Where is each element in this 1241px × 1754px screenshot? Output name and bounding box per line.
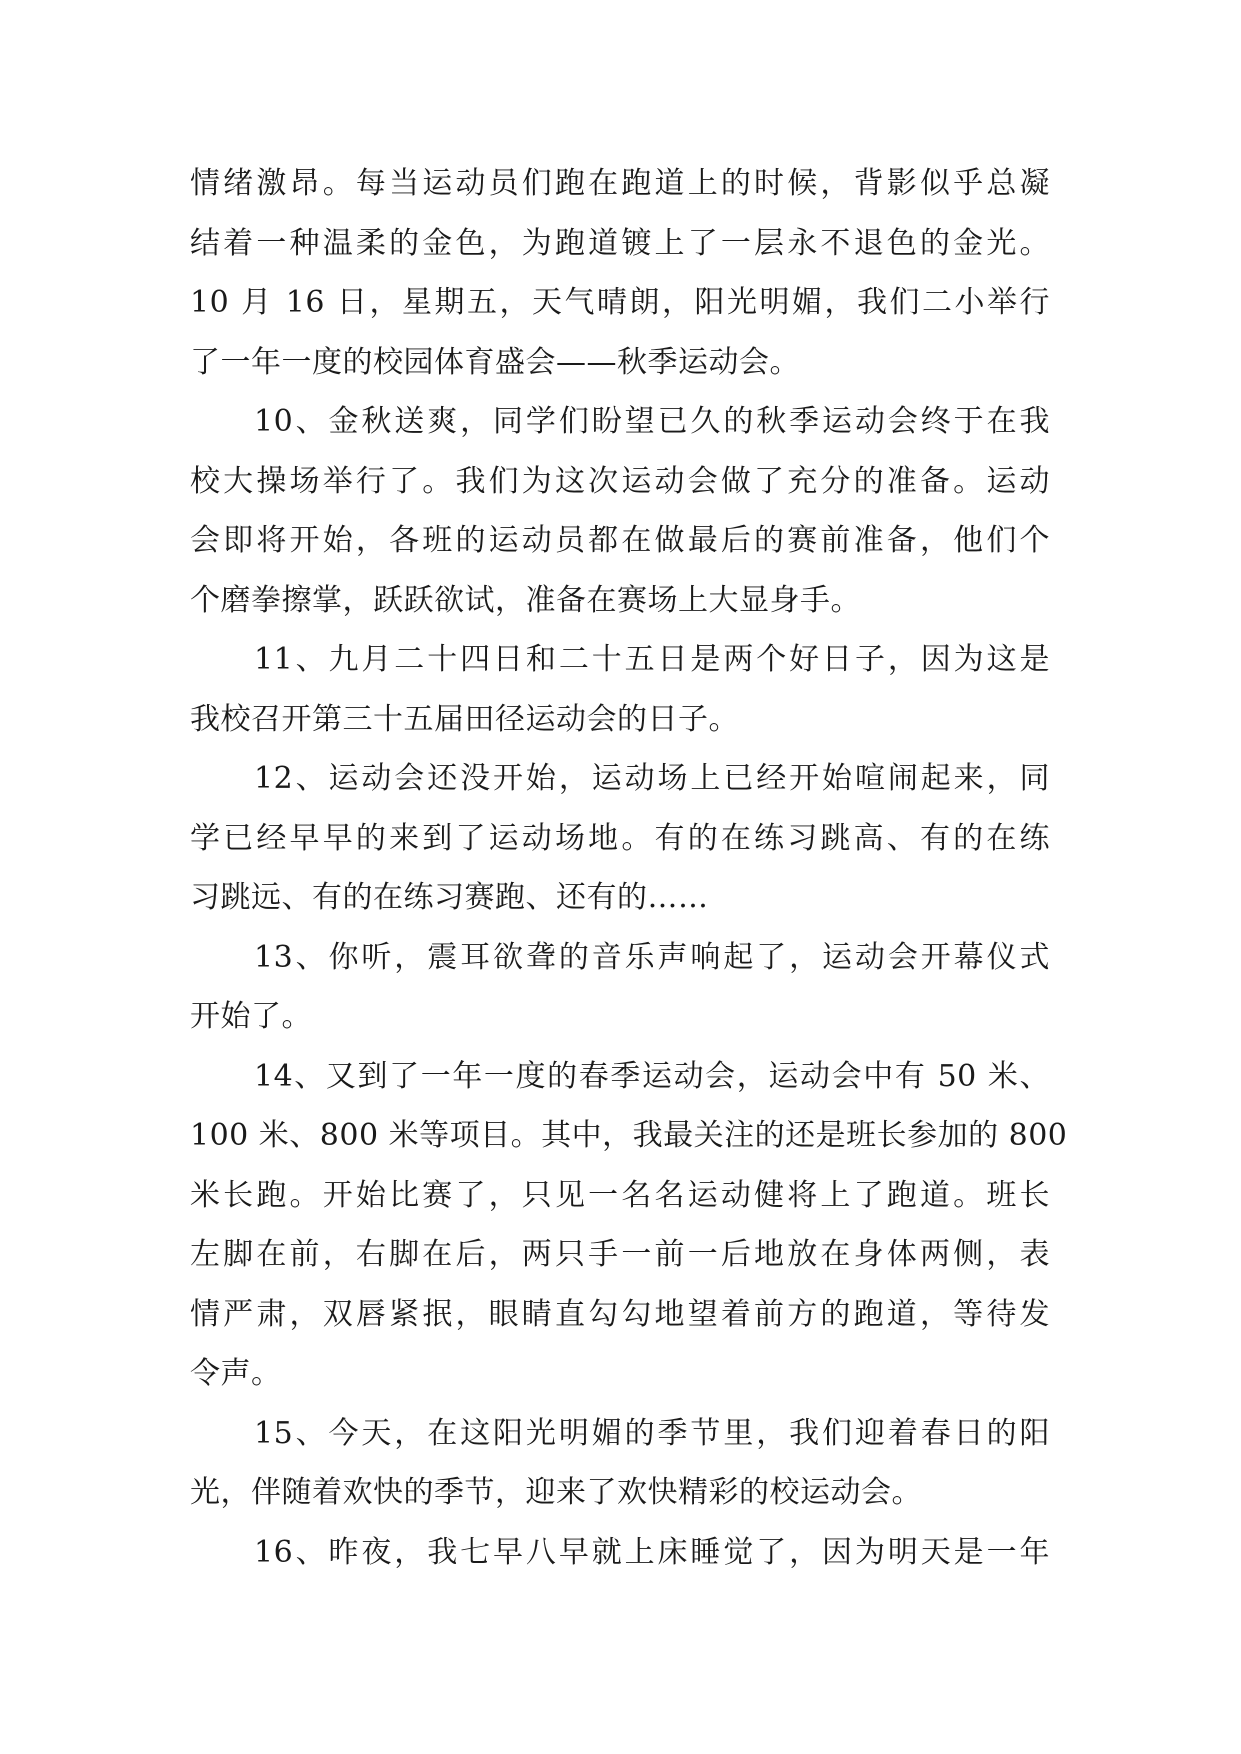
text-line: 了一年一度的校园体育盛会——秋季运动会。 xyxy=(190,344,800,380)
text-line: 个磨拳擦掌，跃跃欲试，准备在赛场上大显身手。 xyxy=(190,582,861,618)
text-line: 会即将开始，各班的运动员都在做最后的赛前准备，他们个 xyxy=(190,523,1050,558)
text-line: 100 米、800 米等项目。其中，我最关注的还是班长参加的 800 xyxy=(190,1118,1068,1153)
text-line: 情严肃，双唇紧抿，眼睛直勾勾地望着前方的跑道，等待发 xyxy=(190,1296,1050,1332)
text-line: 我校召开第三十五届田径运动会的日子。 xyxy=(190,701,739,737)
text-line: 16、昨夜，我七早八早就上床睡觉了，因为明天是一年 xyxy=(254,1534,1050,1570)
text-line: 结着一种温柔的金色，为跑道镀上了一层永不退色的金光。 xyxy=(190,225,1050,261)
document-body xyxy=(190,154,1068,1582)
text-line: 学已经早早的来到了运动场地。有的在练习跳高、有的在练 xyxy=(190,820,1050,856)
text-line: 校大操场举行了。我们为这次运动会做了充分的准备。运动 xyxy=(190,463,1050,499)
text-line: 米长跑。开始比赛了，只见一名名运动健将上了跑道。班长 xyxy=(190,1177,1050,1213)
text-line: 左脚在前，右脚在后，两只手一前一后地放在身体两侧，表 xyxy=(190,1237,1050,1272)
text-line: 15、今天，在这阳光明媚的季节里，我们迎着春日的阳 xyxy=(254,1415,1050,1451)
text-line: 光，伴随着欢快的季节，迎来了欢快精彩的校运动会。 xyxy=(190,1475,922,1510)
text-line: 令声。 xyxy=(190,1356,282,1391)
text-line: 习跳远、有的在练习赛跑、还有的…… xyxy=(190,880,709,915)
text-line: 12、运动会还没开始，运动场上已经开始喧闹起来，同 xyxy=(254,761,1050,796)
text-line: 情绪激昂。每当运动员们跑在跑道上的时候，背影似乎总凝 xyxy=(190,166,1050,201)
text-line: 11、九月二十四日和二十五日是两个好日子，因为这是 xyxy=(254,642,1050,677)
text-line: 14、又到了一年一度的春季运动会，运动会中有 50 米、 xyxy=(254,1058,1050,1094)
text-line: 开始了。 xyxy=(190,999,312,1034)
text-line: 10、金秋送爽，同学们盼望已久的秋季运动会终于在我 xyxy=(254,404,1050,439)
text-line: 10 月 16 日，星期五，天气晴朗，阳光明媚，我们二小举行 xyxy=(190,285,1050,320)
text-line: 13、你听，震耳欲聋的音乐声响起了，运动会开幕仪式 xyxy=(254,939,1050,975)
